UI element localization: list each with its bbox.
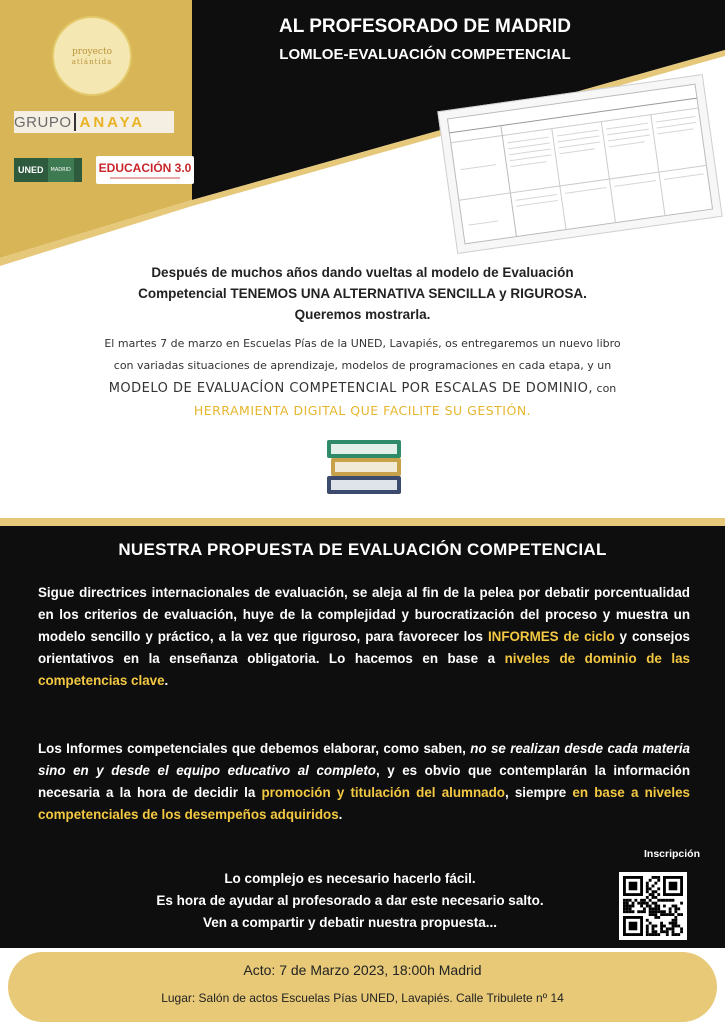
proyecto-atlantida-logo: proyecto atlántida	[52, 16, 132, 96]
event-location: Lugar: Salón de actos Escuelas Pías UNED, Lavapiés. Calle Tribulete nº 14	[161, 991, 564, 1005]
intro-text-line-3: MODELO DE EVALUACÍON COMPETENCIAL POR ESCALAS DE DOMINIO, con	[108, 381, 617, 396]
digital-tool-highlight: HERRAMIENTA DIGITAL QUE FACILITE SU GESTIÓN.	[193, 403, 532, 418]
intro-text-line-1: El martes 7 de marzo en Escuelas Pías de la UNED, Lavapiés, os entregaremos un nuevo libro	[104, 337, 621, 350]
evaluation-model-caps: MODELO DE EVALUACÍON COMPETENCIAL POR ESCALAS DE DOMINIO,	[108, 381, 594, 396]
educacion-3-logo: EDUCACIÓN 3.0	[96, 156, 194, 184]
event-date: Acto: 7 de Marzo 2023, 18:00h Madrid	[243, 962, 482, 978]
inscripcion-label: Inscripción	[643, 848, 700, 860]
proposal-paragraph-2: Los Informes competenciales que debemos elaborar, como saben, no se realizan desde cada materia sino en y desde el equipo educativo al completo, y es obvio que contemplarán la información necesaria a la hora de decidir la promoción y titulación del alumnado, siempre en base a niveles competenciales de los desempeños adquiridos.	[38, 741, 691, 822]
inscripcion-qr-code[interactable]	[619, 872, 687, 940]
grupo-anaya-logo: GRUPO ANAYA	[14, 111, 174, 133]
closing-line-1: Lo complejo es necesario hacerlo fácil.	[224, 871, 476, 886]
informes-highlight: INFORMES de ciclo	[487, 629, 615, 644]
italic-emphasis: no se realizan desde cada materia sino en y desde el equipo educativo al completo	[38, 741, 690, 778]
niveles-highlight: niveles de dominio de las competencias clave	[38, 651, 690, 688]
intro-text-line-2: con variadas situaciones de aprendizaje, modelos de programaciones en cada etapa, y un	[113, 359, 612, 372]
books-stack-icon	[325, 436, 405, 498]
closing-line-3: Ven a compartir y debatir nuestra propuesta...	[202, 915, 498, 930]
niveles-competenciales-highlight: en base a niveles competenciales de los desempeños adquiridos	[38, 785, 690, 822]
uned-logo: UNED MADRID	[14, 158, 82, 182]
proposal-title: NUESTRA PROPUESTA DE EVALUACIÓN COMPETENCIAL	[118, 540, 607, 559]
qr-pattern	[619, 872, 687, 940]
header-subtitle: LOMLOE-EVALUACIÓN COMPETENCIAL	[279, 46, 571, 63]
proposal-paragraph-1: Sigue directrices internacionales de evaluación, se aleja al fin de la pelea por debatir porcentualidad en los criterios de evaluación, huye de la complejidad y burocratización del proceso y muestra un modelo sencillo y práctico, a la vez que riguroso, para favorecer los INFORMES de ciclo y consejos orientativos en la enseñanza obligatoria. Lo hacemos en base a niveles de dominio de las competencias clave.	[38, 585, 690, 688]
closing-line-2: Es hora de ayudar al profesorado a dar este necesario salto.	[156, 893, 544, 908]
intro-bold-line-2: Competencial TENEMOS UNA ALTERNATIVA SENCILLA y RIGUROSA.	[138, 286, 587, 301]
intro-bold-line-3: Queremos mostrarla.	[294, 307, 431, 322]
promocion-highlight: promoción y titulación del alumnado	[261, 785, 505, 800]
header-title: AL PROFESORADO DE MADRID	[278, 16, 572, 37]
intro-bold-line-1: Después de muchos años dando vueltas al modelo de Evaluación	[151, 265, 574, 280]
